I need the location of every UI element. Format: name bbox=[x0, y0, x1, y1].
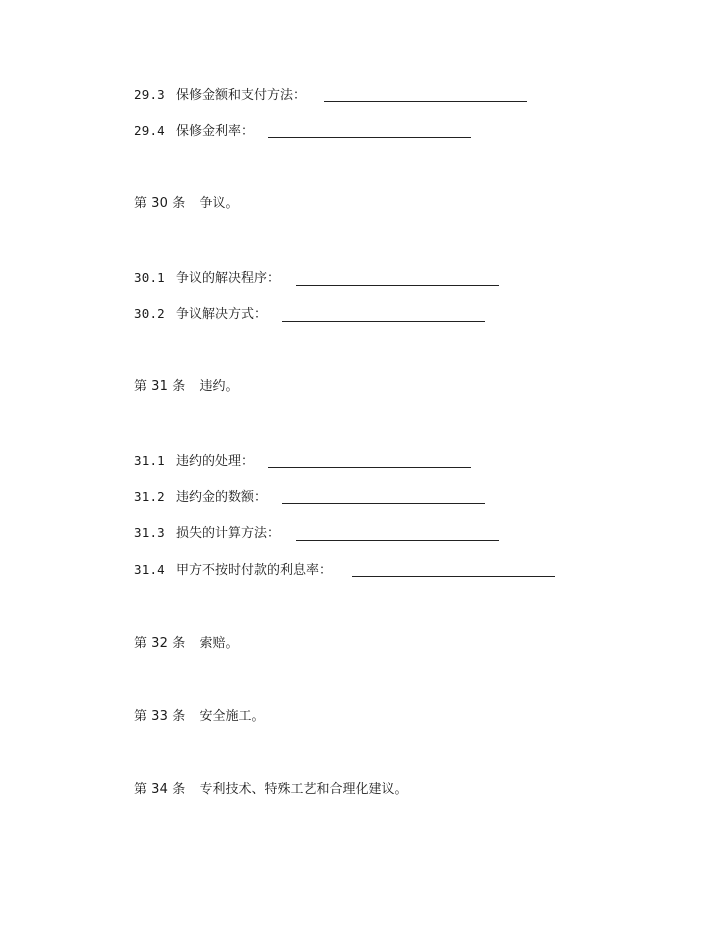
fill-in-blank-29-4[interactable] bbox=[268, 137, 471, 138]
article-number: 32 bbox=[151, 636, 169, 651]
article-32 bbox=[134, 634, 239, 654]
article-number: 31 bbox=[151, 379, 169, 394]
fill-in-blank-31-2[interactable] bbox=[282, 503, 485, 504]
clause-number: 31.4 bbox=[134, 562, 165, 577]
article-prefix: 第 bbox=[134, 782, 148, 797]
fill-in-blank-31-4[interactable] bbox=[352, 576, 555, 577]
article-suffix: 条 bbox=[172, 709, 186, 724]
article-suffix: 条 bbox=[172, 636, 186, 651]
article-33 bbox=[134, 707, 265, 727]
article-title: 争议。 bbox=[199, 196, 239, 211]
clause-31-3 bbox=[134, 523, 280, 543]
clause-label: 甲方不按时付款的利息率： bbox=[176, 563, 333, 578]
clause-number: 30.2 bbox=[134, 306, 165, 321]
article-number: 30 bbox=[151, 196, 169, 211]
clause-31-2 bbox=[134, 487, 267, 507]
clause-29-3 bbox=[134, 85, 306, 105]
clause-30-1 bbox=[134, 268, 280, 288]
fill-in-blank-30-2[interactable] bbox=[282, 321, 485, 322]
clause-label: 争议解决方式： bbox=[176, 307, 268, 322]
article-30 bbox=[134, 194, 239, 214]
clause-30-2 bbox=[134, 304, 267, 324]
clause-label: 争议的解决程序： bbox=[176, 271, 281, 286]
fill-in-blank-31-3[interactable] bbox=[296, 540, 499, 541]
article-prefix: 第 bbox=[134, 379, 148, 394]
article-suffix: 条 bbox=[172, 782, 186, 797]
clause-number: 29.4 bbox=[134, 123, 165, 138]
clause-number: 31.2 bbox=[134, 489, 165, 504]
clause-29-4 bbox=[134, 121, 254, 141]
article-suffix: 条 bbox=[172, 196, 186, 211]
clause-number: 31.1 bbox=[134, 453, 165, 468]
article-31 bbox=[134, 377, 239, 397]
article-number: 33 bbox=[151, 709, 169, 724]
clause-label: 违约的处理： bbox=[176, 454, 255, 469]
clause-31-4 bbox=[134, 560, 332, 580]
clause-label: 损失的计算方法： bbox=[176, 526, 281, 541]
fill-in-blank-29-3[interactable] bbox=[324, 101, 527, 102]
clause-label: 保修金额和支付方法： bbox=[176, 88, 307, 103]
article-prefix: 第 bbox=[134, 636, 148, 651]
fill-in-blank-31-1[interactable] bbox=[268, 467, 471, 468]
clause-label: 违约金的数额： bbox=[176, 490, 268, 505]
article-title: 专利技术、特殊工艺和合理化建议。 bbox=[199, 782, 408, 797]
article-number: 34 bbox=[151, 782, 169, 797]
article-prefix: 第 bbox=[134, 196, 148, 211]
article-title: 安全施工。 bbox=[199, 709, 265, 724]
clause-31-1 bbox=[134, 451, 254, 471]
article-34 bbox=[134, 780, 408, 800]
article-prefix: 第 bbox=[134, 709, 148, 724]
clause-label: 保修金利率： bbox=[176, 124, 255, 139]
clause-number: 31.3 bbox=[134, 525, 165, 540]
clause-number: 29.3 bbox=[134, 87, 165, 102]
article-suffix: 条 bbox=[172, 379, 186, 394]
article-title: 索赔。 bbox=[199, 636, 239, 651]
fill-in-blank-30-1[interactable] bbox=[296, 285, 499, 286]
clause-number: 30.1 bbox=[134, 270, 165, 285]
article-title: 违约。 bbox=[199, 379, 239, 394]
